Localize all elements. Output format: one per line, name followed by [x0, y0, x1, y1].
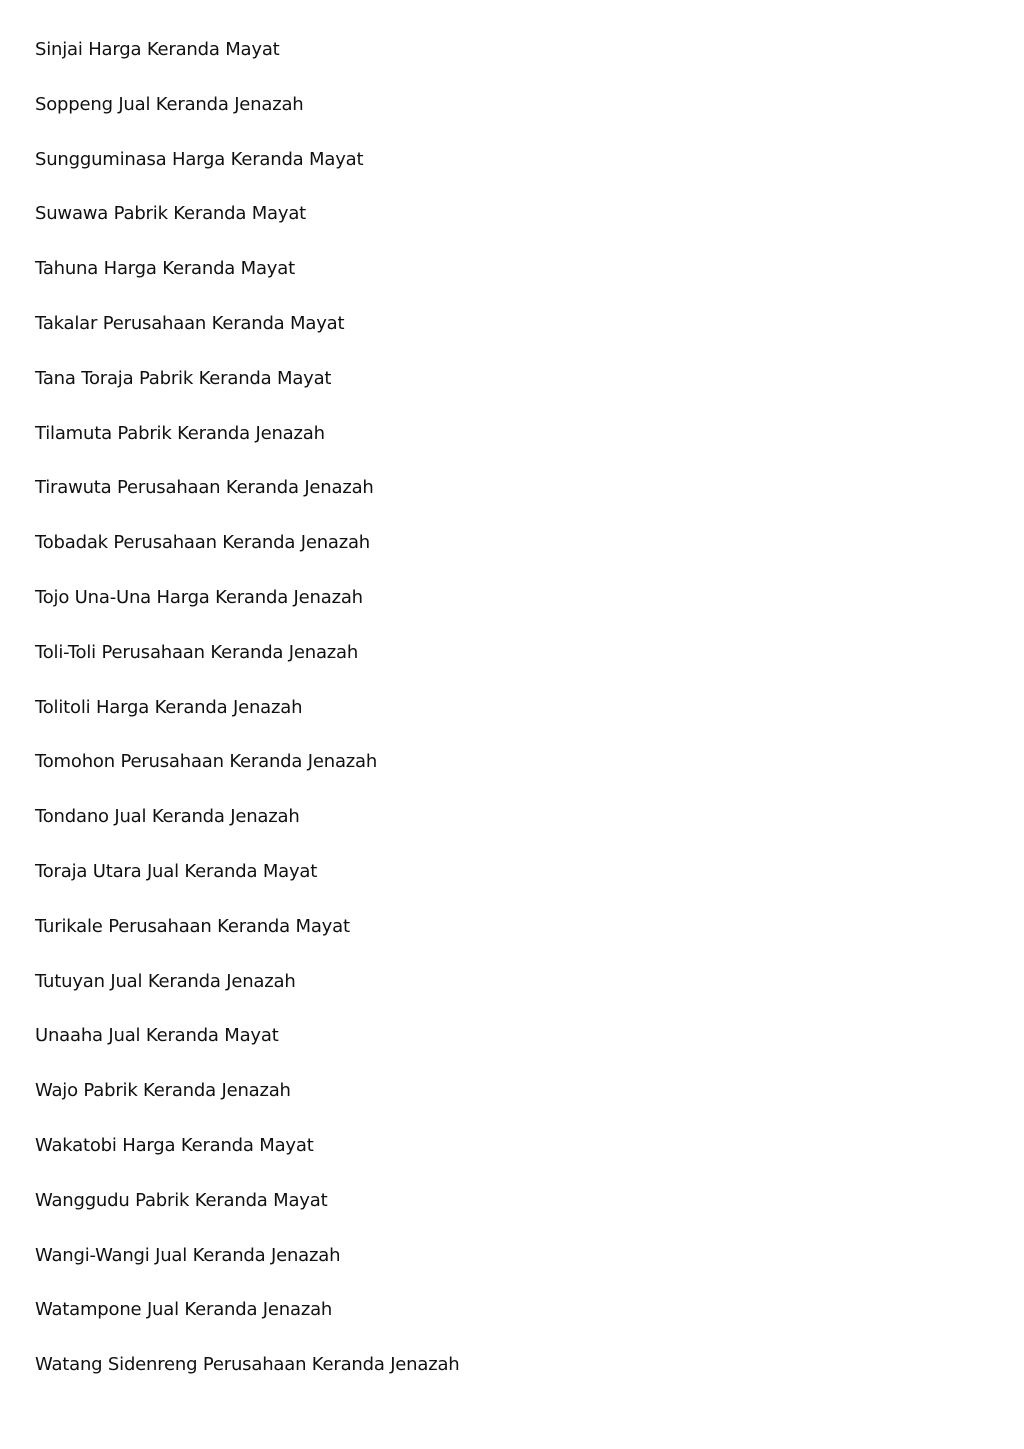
text-line: Sungguminasa Harga Keranda Mayat: [35, 148, 364, 170]
text-line: Tirawuta Perusahaan Keranda Jenazah: [35, 477, 374, 499]
text-line: Toraja Utara Jual Keranda Mayat: [35, 860, 318, 882]
text-line: Suwawa Pabrik Keranda Mayat: [35, 203, 307, 225]
text-line: Watampone Jual Keranda Jenazah: [35, 1299, 333, 1321]
text-line: Tolitoli Harga Keranda Jenazah: [35, 696, 303, 718]
text-line: Tana Toraja Pabrik Keranda Mayat: [35, 367, 332, 389]
text-line: Takalar Perusahaan Keranda Mayat: [35, 312, 345, 334]
text-line: Tilamuta Pabrik Keranda Jenazah: [35, 422, 325, 444]
text-line: Wajo Pabrik Keranda Jenazah: [35, 1080, 291, 1102]
text-line: Tobadak Perusahaan Keranda Jenazah: [35, 532, 371, 554]
text-line: Turikale Perusahaan Keranda Mayat: [35, 915, 350, 937]
text-line: Tomohon Perusahaan Keranda Jenazah: [35, 751, 378, 773]
text-line: Tojo Una-Una Harga Keranda Jenazah: [35, 586, 363, 608]
text-line: Watang Sidenreng Perusahaan Keranda Jenazah: [35, 1354, 460, 1376]
text-line: Sinjai Harga Keranda Mayat: [35, 39, 280, 60]
text-line: Tahuna Harga Keranda Mayat: [35, 258, 295, 280]
text-line: Wakatobi Harga Keranda Mayat: [35, 1134, 314, 1156]
text-line: Wangi-Wangi Jual Keranda Jenazah: [35, 1244, 341, 1266]
text-line: Soppeng Jual Keranda Jenazah: [35, 93, 304, 115]
text-line: Tutuyan Jual Keranda Jenazah: [35, 970, 296, 992]
text-line: Tondano Jual Keranda Jenazah: [35, 806, 300, 828]
text-line: Wanggudu Pabrik Keranda Mayat: [35, 1189, 328, 1211]
text-line: Unaaha Jual Keranda Mayat: [35, 1025, 279, 1047]
text-line-list: [35, 36, 460, 1406]
text-line: Toli-Toli Perusahaan Keranda Jenazah: [35, 641, 359, 663]
